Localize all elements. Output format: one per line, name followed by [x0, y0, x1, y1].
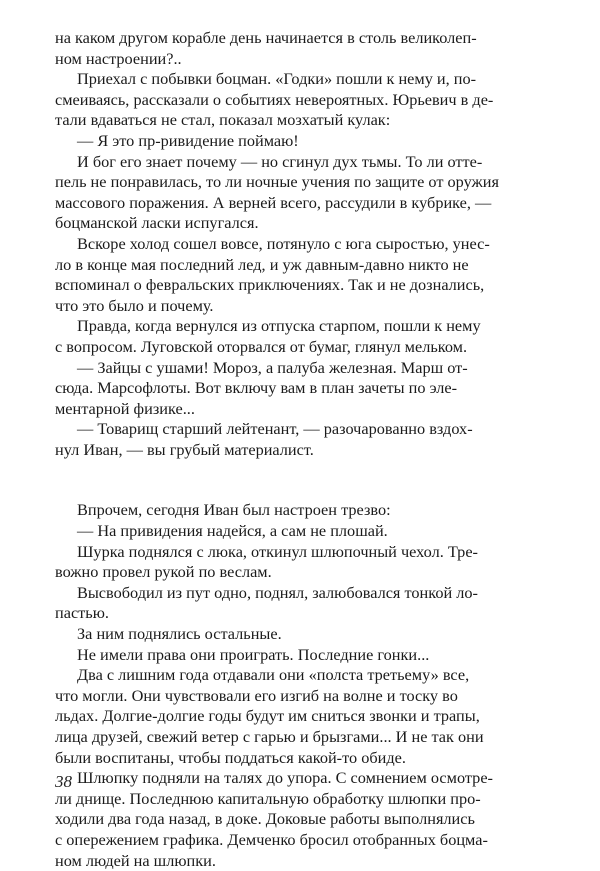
text-line: ментарной физике... [55, 398, 195, 418]
text-line: были воспитаны, чтобы поддаться какой-то обиде. [55, 747, 406, 767]
text-line: Правда, когда вернулся из отпуска старпом, пошли к нему [77, 316, 481, 336]
text-line: И бог его знает почему — но сгинул дух тьмы. То ли отте- [77, 151, 483, 171]
text-line: вспоминал о февральских приключениях. Так и не дознались, [55, 275, 485, 295]
text-line: Два с лишним года отдавали они «полста третьему» все, [77, 665, 470, 685]
text-line: Высвободил из пут одно, поднял, залюбовался тонкой ло- [77, 582, 478, 602]
text-line: с опережением графика. Демченко бросил отобранных боцма- [55, 829, 488, 849]
text-line: Вскоре холод сошел вовсе, потянуло с юга сыростью, унес- [77, 233, 490, 253]
book-page [55, 28, 555, 871]
text-line: пель не понравилась, то ли ночные учения по защите от оружия [55, 172, 499, 192]
text-line: ном людей на шлюпки. [55, 850, 216, 870]
text-line: Шурка поднялся с люка, откинул шлюпочный чехол. Тре- [77, 541, 478, 561]
text-line: тали вдаваться не стал, показал мозхатый кулак: [55, 110, 391, 130]
text-line: пастью. [55, 603, 109, 623]
text-line: смеиваясь, рассказали о событиях невероятных. Юрьевич в де- [55, 89, 494, 109]
text-line: — Товарищ старший лейтенант, — разочарованно вздох- [77, 419, 473, 439]
page-number: 38 [55, 772, 72, 791]
text-line: с вопросом. Луговской оторвался от бумаг, глянул мельком. [55, 336, 468, 356]
text-line: — На привидения надейся, а сам не плошай. [77, 521, 388, 541]
text-line: Шлюпку подняли на талях до упора. С сомнением осмотре- [77, 768, 493, 788]
text-line: — Я это пр-ривидение поймаю! [77, 130, 299, 150]
text-line: сюда. Марсофлоты. Вот включу вам в план зачеты по эле- [55, 378, 458, 398]
text-line: нул Иван, — вы грубый материалист. [55, 439, 314, 459]
text-line: что это было и почему. [55, 295, 214, 315]
text-line: За ним поднялись остальные. [77, 624, 282, 644]
text-line: что могли. Они чувствовали его изгиб на волне и тоску во [55, 685, 458, 705]
section-gap [55, 460, 555, 500]
text-line: льдах. Долгие-долгие годы будут им сниться звонки и трапы, [55, 706, 480, 726]
text-line: вожно провел рукой по веслам. [55, 562, 272, 582]
text-block-1 [55, 28, 555, 460]
text-line: — Зайцы с ушами! Мороз, а палуба железная. Марш от- [77, 357, 468, 377]
text-line: ло в конце мая последний лед, и уж давным-давно никто не [55, 254, 469, 274]
text-line: Не имели права они проиграть. Последние гонки... [77, 644, 430, 664]
text-line: ли днище. Последнюю капитальную обработку шлюпки про- [55, 788, 481, 808]
text-line: Впрочем, сегодня Иван был настроен трезво: [77, 500, 391, 520]
text-line: на каком другом корабле день начинается в столь великолеп- [55, 28, 477, 47]
text-line: ном настроении?.. [55, 48, 182, 68]
text-line: массового поражения. А верней всего, рассудили в кубрике, — [55, 192, 492, 212]
text-block-2 [55, 500, 555, 871]
text-line: лица друзей, свежий ветер с гарью и брызгами... И не так они [55, 727, 484, 746]
text-line: боцманской ласки испугался. [55, 213, 259, 233]
text-line: Приехал с побывки боцман. «Годки» пошли к нему и, по- [77, 69, 477, 89]
text-line: ходили два года назад, в доке. Доковые работы выполнялись [55, 809, 475, 829]
